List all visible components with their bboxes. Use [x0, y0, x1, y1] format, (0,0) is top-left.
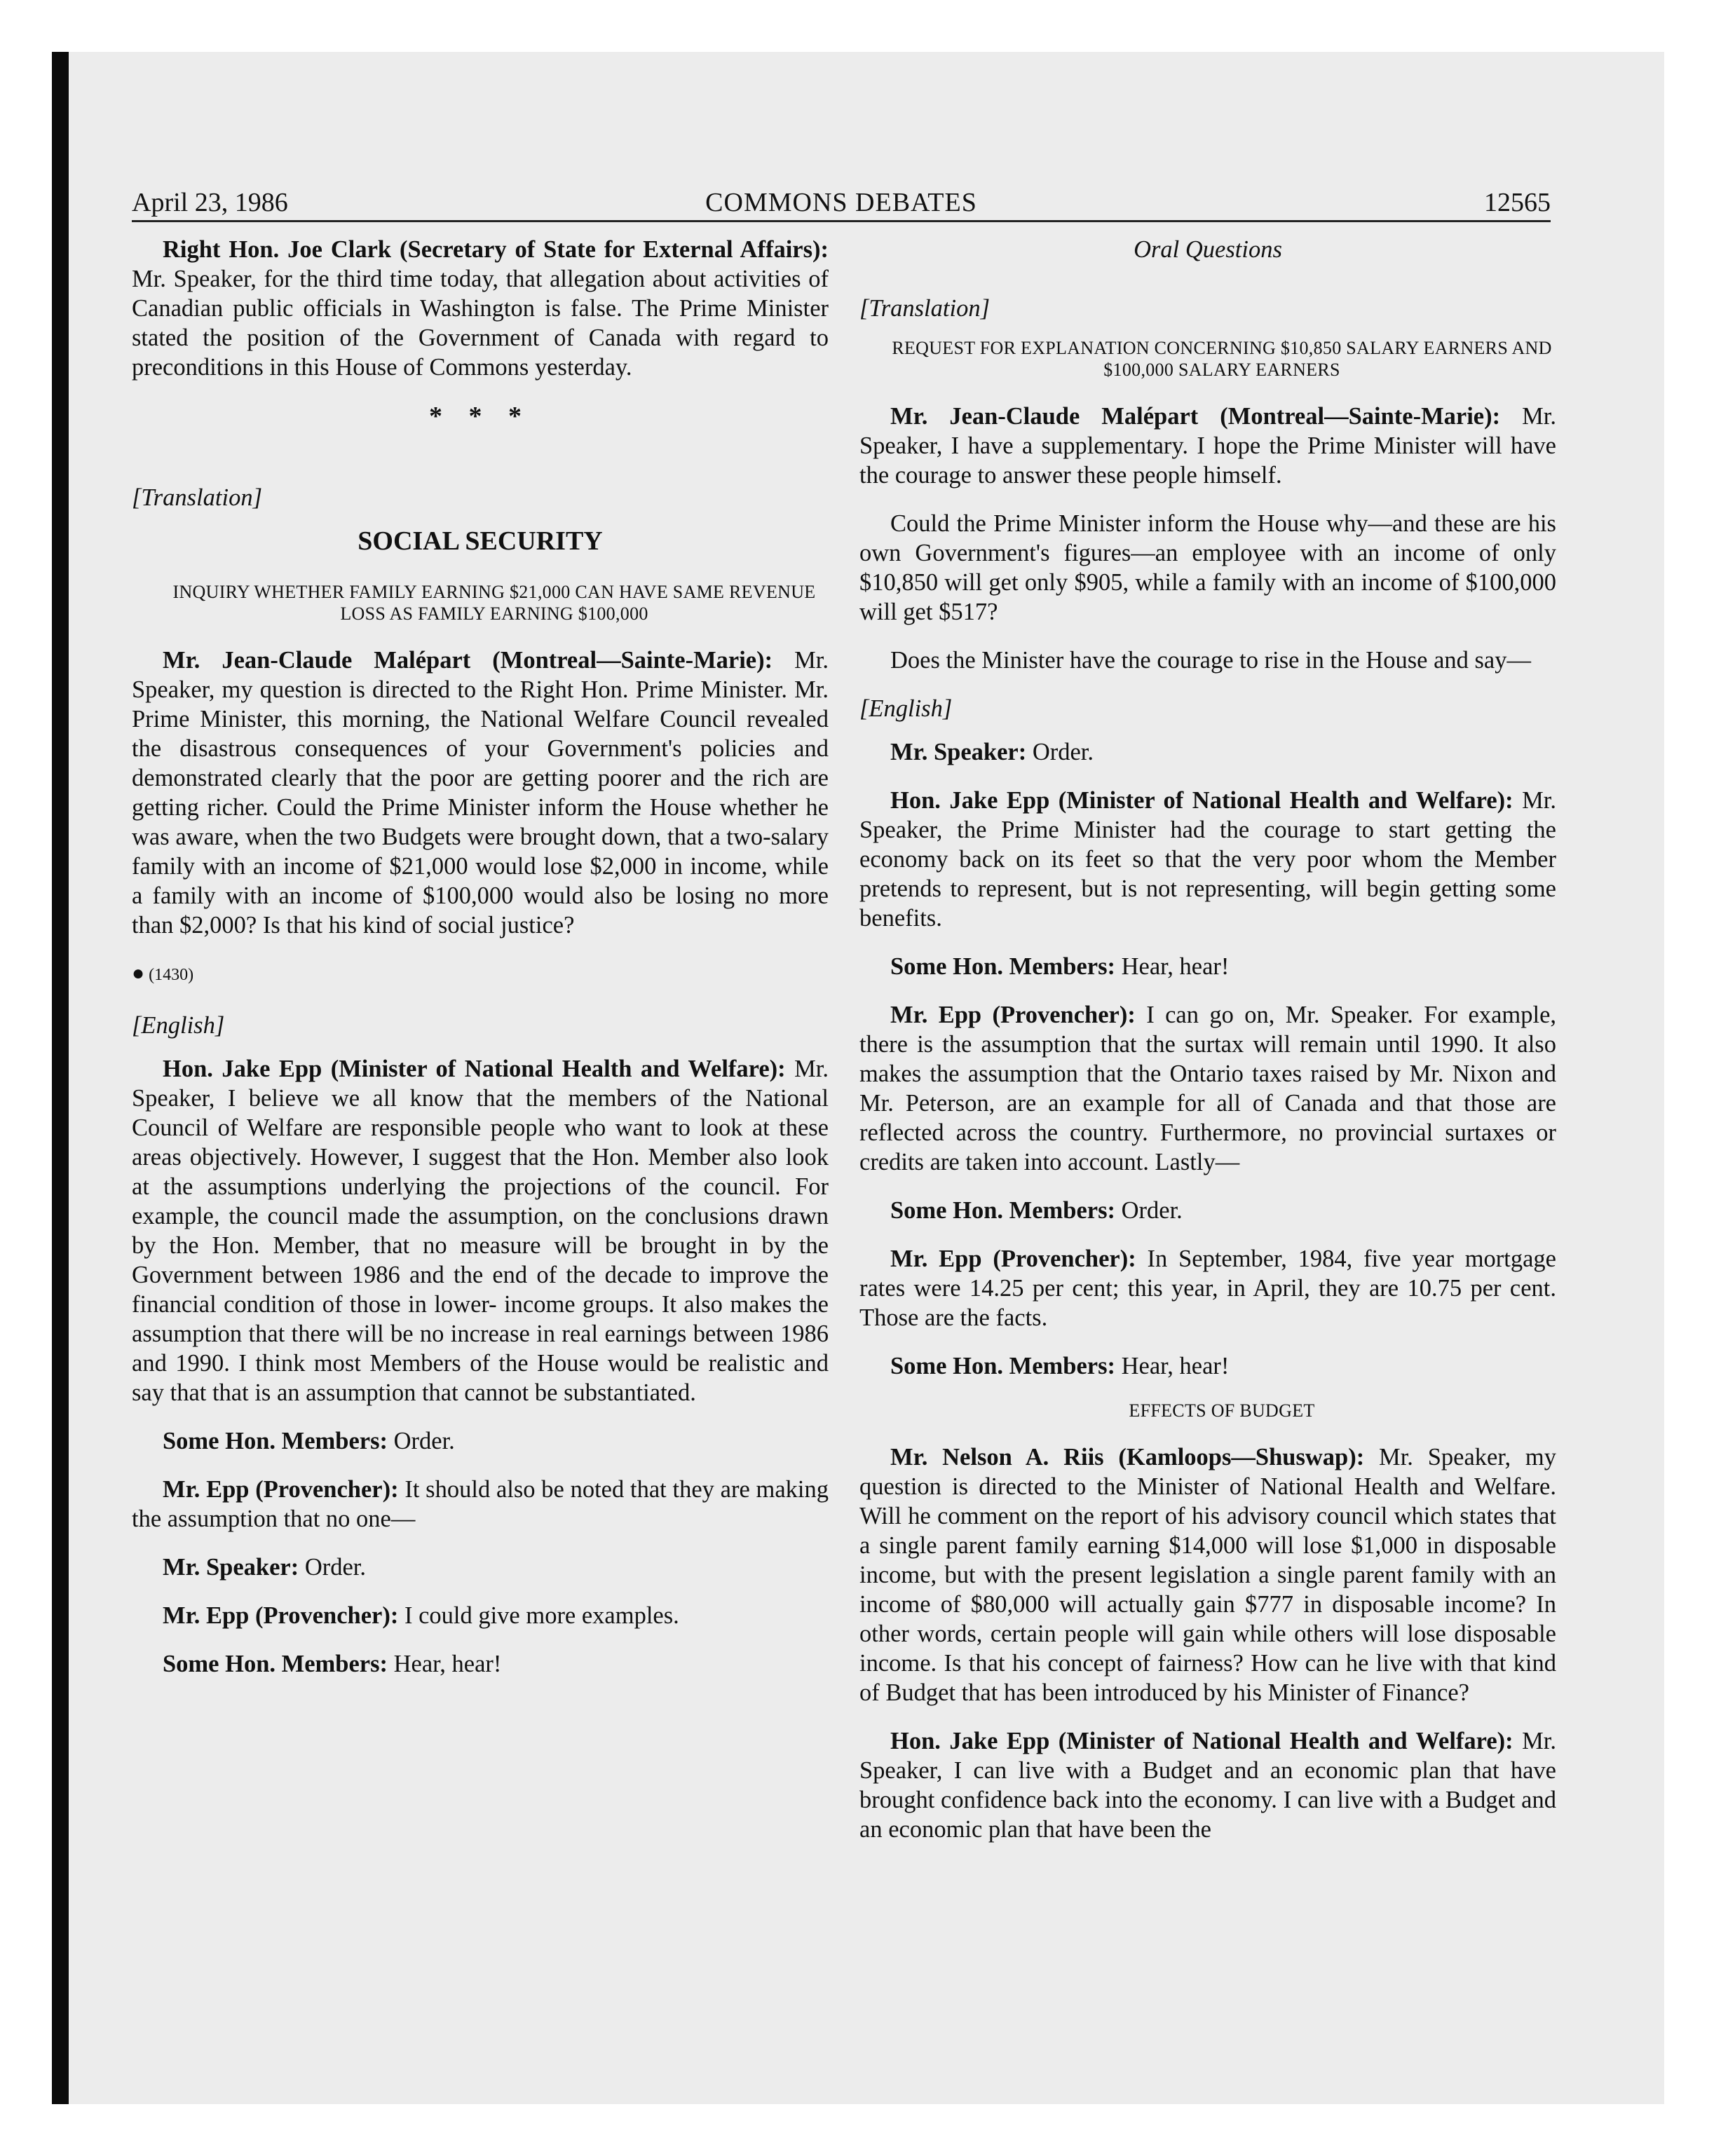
- paragraph: [859, 1442, 1556, 1707]
- speaker-name: Mr. Epp (Provencher):: [890, 1246, 1136, 1272]
- right-column: [859, 235, 1556, 1863]
- speech-text: Order.: [1115, 1197, 1183, 1224]
- speech-text: Hear, hear!: [1115, 953, 1230, 980]
- speaker-name: Mr. Nelson A. Riis (Kamloops—Shuswap):: [890, 1444, 1365, 1471]
- speaker-name: Mr. Speaker:: [163, 1554, 299, 1581]
- bullet-icon: ●: [132, 962, 145, 985]
- section-separator: * * *: [429, 402, 531, 431]
- section-subheading: REQUEST FOR EXPLANATION CONCERNING $10,850 SALARY EARNERS AND $100,000 SALARY EARNERS: [892, 338, 1552, 380]
- speech-text: Mr. Speaker, I can live with a Budget and an economic plan that have brought confidence back into the economy. I can live with a Budget and an economic plan that have been the: [859, 1728, 1556, 1843]
- time-marker-text: (1430): [149, 966, 194, 984]
- speech-text: Hear, hear!: [387, 1651, 502, 1677]
- paragraph: [859, 402, 1556, 490]
- translation-label: [Translation]: [859, 295, 990, 322]
- speaker-name: Some Hon. Members:: [163, 1651, 388, 1677]
- speaker-name: Mr. Epp (Provencher):: [890, 1002, 1136, 1028]
- speaker-name: Mr. Jean-Claude Malépart (Montreal—Sainte-Marie):: [163, 647, 773, 674]
- paragraph: [132, 1426, 829, 1456]
- time-marker: [132, 959, 829, 990]
- speaker-name: Some Hon. Members:: [890, 1353, 1115, 1379]
- paragraph: [132, 1054, 829, 1407]
- paragraph: [859, 786, 1556, 933]
- scan-edge-shadow: [52, 52, 69, 2104]
- paragraph: [132, 646, 829, 940]
- speaker-name: Some Hon. Members:: [163, 1428, 388, 1454]
- paragraph: [859, 737, 1556, 767]
- paragraph: [859, 1196, 1556, 1225]
- speech-text: It should also be noted that they are making the assumption that no one—: [132, 1476, 829, 1532]
- speech-text: Mr. Speaker, for the third time today, that allegation about activities of Canadian public officials in Washington is false. The Prime Minister stated the position of the Government of Canada with regard to preconditions in this House of Commons yesterday.: [132, 266, 829, 381]
- speaker-name: Mr. Speaker:: [890, 739, 1027, 765]
- speech-text: Order.: [1026, 739, 1094, 765]
- section-subheading: INQUIRY WHETHER FAMILY EARNING $21,000 CAN HAVE SAME REVENUE LOSS AS FAMILY EARNING $100,000: [172, 582, 816, 624]
- header-date: April 23, 1986: [132, 188, 288, 217]
- speech-text: Mr. Speaker, the Prime Minister had the courage to start getting the economy back on its feet so that the very poor whom the Member pretends to represent, but is not representing, will begin getting some benefits.: [859, 787, 1556, 932]
- speech-text: Mr. Speaker, my question is directed to the Minister of National Health and Welfare. Will he comment on the report of his advisory council which states that a single parent family earning $14,000 will lose $1,000 in disposable income, but with the present legislation a single parent family with an income of $80,000 will actually gain $777 in disposable income? In other words, certain people will gain while others will lose disposable income. Is that his concept of fairness? How can he live with that kind of Budget that has been introduced by his Minister of Finance?: [859, 1444, 1556, 1706]
- paragraph: [859, 1244, 1556, 1332]
- speaker-name: Mr. Epp (Provencher):: [163, 1476, 399, 1503]
- speech-text: Hear, hear!: [1115, 1353, 1230, 1379]
- paragraph: [859, 1726, 1556, 1844]
- speech-text: In September, 1984, five year mortgage rates were 14.25 per cent; this year, in April, they are 10.75 per cent. Those are the facts.: [859, 1246, 1556, 1331]
- speaker-name: Some Hon. Members:: [890, 953, 1115, 980]
- speech-text: Mr. Speaker, I have a supplementary. I hope the Prime Minister will have the courage to answer these people himself.: [859, 403, 1556, 489]
- paragraph: [132, 1553, 829, 1582]
- speaker-name: Right Hon. Joe Clark (Secretary of State for External Affairs):: [163, 236, 829, 263]
- speech-text: Order.: [299, 1554, 367, 1581]
- speech-text: I can go on, Mr. Speaker. For example, there is the assumption that the surtax will remain until 1990. It also makes the assumption that the Ontario taxes raised by Mr. Nixon and Mr. Peterson, are an example for all of Canada and that those are reflected across the country. Furthermore, no provincial surtaxes or credits are taken into account. Lastly—: [859, 1002, 1557, 1175]
- speaker-name: Mr. Epp (Provencher):: [163, 1602, 399, 1629]
- speaker-name: Hon. Jake Epp (Minister of National Health and Welfare):: [163, 1056, 786, 1082]
- running-section-title: Oral Questions: [1134, 236, 1282, 263]
- paragraph: [859, 1000, 1556, 1177]
- english-label: [English]: [859, 695, 953, 722]
- page-header: [132, 185, 1551, 222]
- speech-text: Mr. Speaker, I believe we all know that the members of the National Council of Welfare are responsible people who want to look at these areas objectively. However, I suggest that the Hon. Member also look at the assumptions underlying the projections of the council. For example, the council made the assumption, on the conclusions drawn by the Hon. Member, that no measure will be brought in by the Government between 1986 and the end of the decade to improve the financial condition of those in lower- income groups. It also makes the assumption that there will be no increase in real earnings between 1986 and 1990. I think most Members of the House would be realistic and say that that is an assumption that cannot be substantiated.: [132, 1056, 829, 1406]
- translation-label: [Translation]: [132, 484, 262, 511]
- left-column: [132, 235, 829, 1698]
- section-heading: SOCIAL SECURITY: [358, 526, 603, 556]
- paragraph: [132, 235, 829, 382]
- paragraph: Could the Prime Minister inform the House why—and these are his own Government's figures—an employee with an income of only $10,850 will get only $905, while a family with an income of $100,000 will get $517?: [859, 510, 1556, 625]
- paragraph: [132, 1601, 829, 1630]
- speech-text: I could give more examples.: [398, 1602, 679, 1629]
- speech-text: Order.: [387, 1428, 455, 1454]
- speaker-name: Some Hon. Members:: [890, 1197, 1115, 1224]
- section-subheading: EFFECTS OF BUDGET: [1129, 1400, 1315, 1421]
- speaker-name: Hon. Jake Epp (Minister of National Health and Welfare):: [890, 787, 1513, 814]
- header-page-number: 12565: [1484, 188, 1551, 217]
- paragraph: [132, 1475, 829, 1534]
- header-title: COMMONS DEBATES: [705, 188, 977, 217]
- paragraph: [859, 952, 1556, 981]
- speaker-name: Mr. Jean-Claude Malépart (Montreal—Sainte-Marie):: [890, 403, 1501, 430]
- paragraph: [859, 1351, 1556, 1381]
- paragraph: [132, 1649, 829, 1679]
- paragraph: Does the Minister have the courage to rise in the House and say—: [890, 647, 1531, 674]
- english-label: [English]: [132, 1012, 225, 1039]
- speech-text: Mr. Speaker, my question is directed to the Right Hon. Prime Minister. Mr. Prime Minister, this morning, the National Welfare Council revealed the disastrous consequences of your Government's policies and demonstrated clearly that the poor are getting poorer and the rich are getting richer. Could the Prime Minister inform the House whether he was aware, when the two Budgets were brought down, that a two-salary family with an income of $21,000 would lose $2,000 in income, while a family with an income of $100,000 would also be losing no more than $2,000? Is that his kind of social justice?: [132, 647, 829, 939]
- speaker-name: Hon. Jake Epp (Minister of National Health and Welfare):: [890, 1728, 1513, 1754]
